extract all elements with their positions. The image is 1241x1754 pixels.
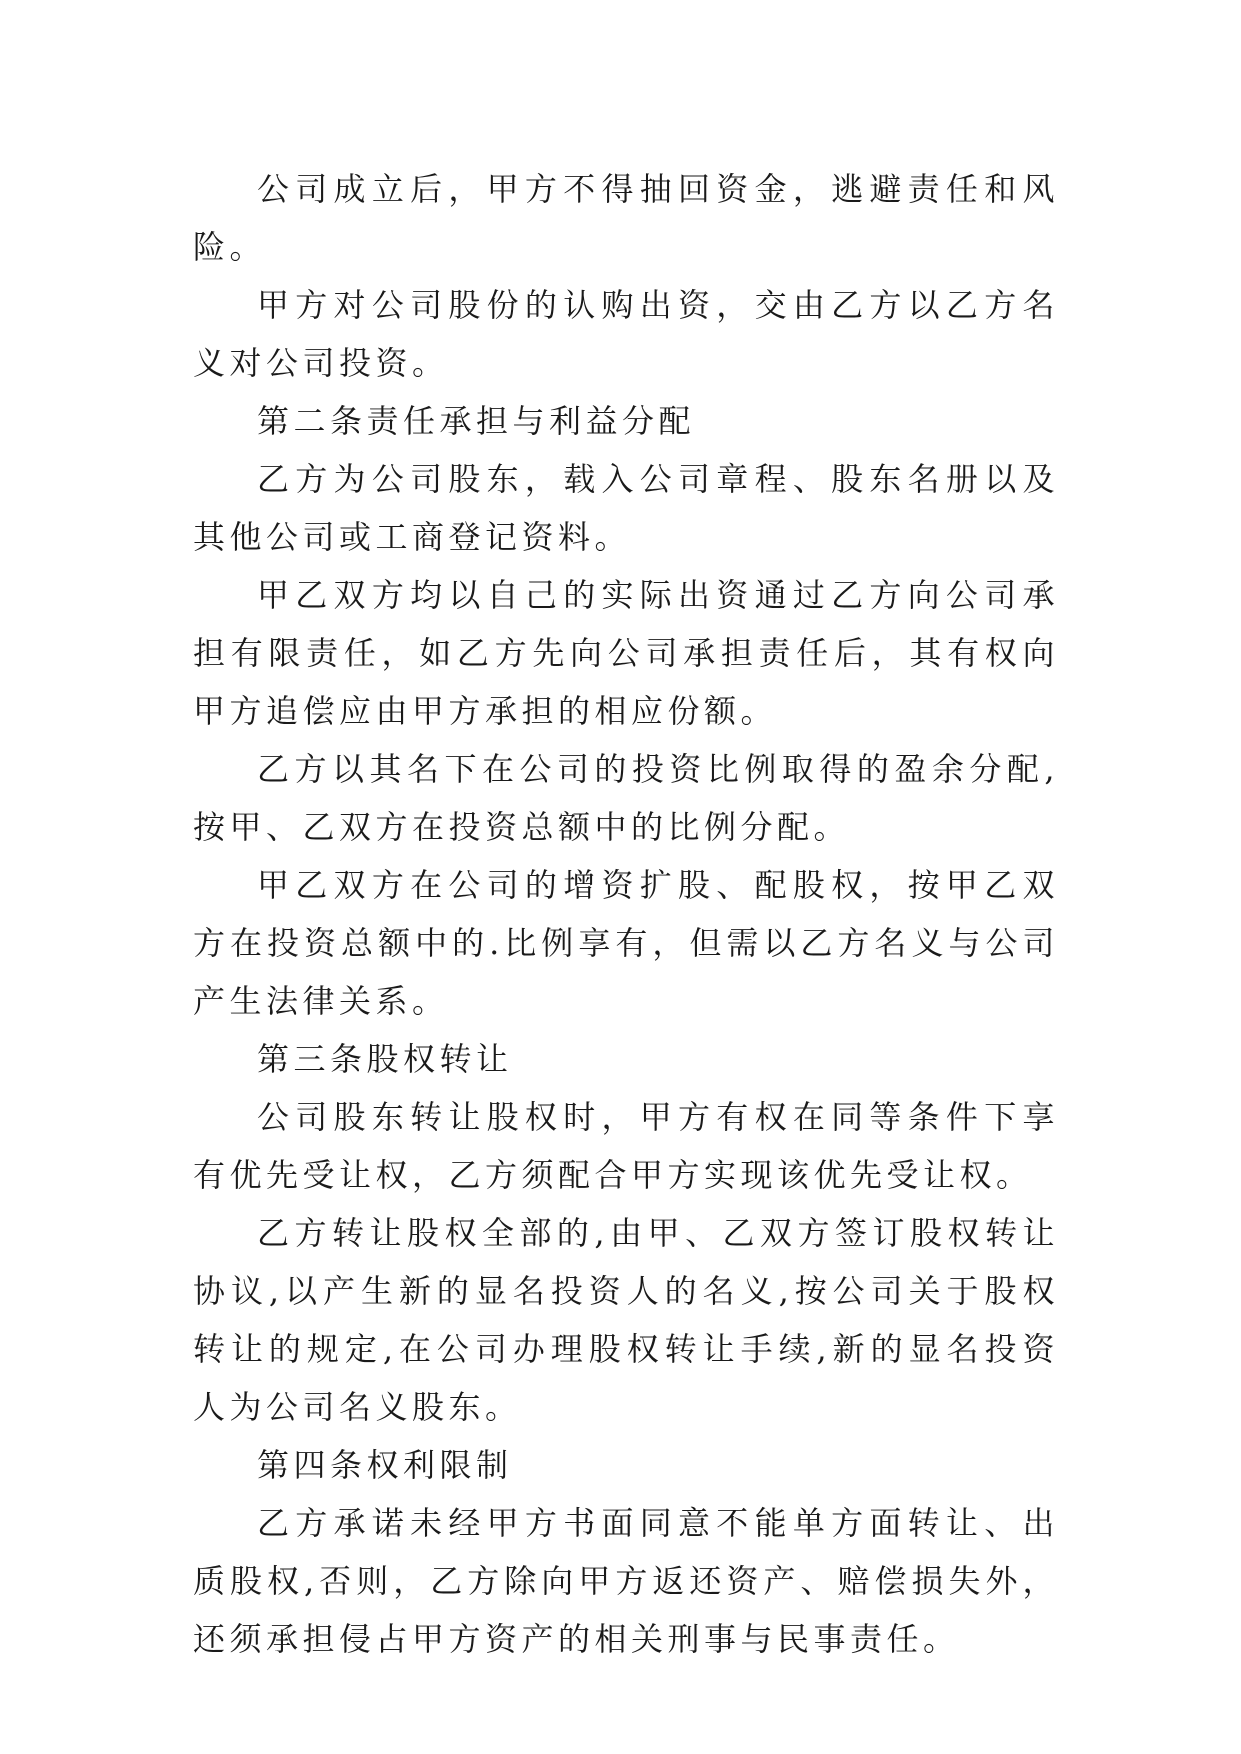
paragraph-preemptive-right: 公司股东转让股权时，甲方有权在同等条件下享有优先受让权，乙方须配合甲方实现该优先受让权。 [193, 1098, 1059, 1194]
paragraph-capital-withdrawal: 公司成立后，甲方不得抽回资金，逃避责任和风险。 [193, 170, 1059, 266]
paragraph-profit-distribution: 乙方以其名下在公司的投资比例取得的盈余分配,按甲、乙双方在投资总额中的比例分配。 [193, 750, 1059, 846]
paragraph-share-subscription: 甲方对公司股份的认购出资，交由乙方以乙方名义对公司投资。 [193, 286, 1059, 382]
paragraph-shareholder-registration: 乙方为公司股东，载入公司章程、股东名册以及其他公司或工商登记资料。 [193, 460, 1059, 556]
paragraph-equity-transfer: 乙方转让股权全部的,由甲、乙双方签订股权转让协议,以产生新的显名投资人的名义,按公司关于股权转让的规定,在公司办理股权转让手续,新的显名投资人为公司名义股东。 [193, 1214, 1059, 1426]
article-4-heading: 第四条权利限制 [257, 1446, 513, 1484]
paragraph-capital-increase: 甲乙双方在公司的增资扩股、配股权，按甲乙双方在投资总额中的.比例享有，但需以乙方名义与公司产生法律关系。 [193, 866, 1059, 1020]
paragraph-rights-restriction: 乙方承诺未经甲方书面同意不能单方面转让、出质股权,否则，乙方除向甲方返还资产、赔偿损失外，还须承担侵占甲方资产的相关刑事与民事责任。 [193, 1504, 1059, 1658]
document-body [193, 160, 1059, 1668]
paragraph-limited-liability: 甲乙双方均以自己的实际出资通过乙方向公司承担有限责任，如乙方先向公司承担责任后，其有权向甲方追偿应由甲方承担的相应份额。 [193, 576, 1059, 730]
article-3-heading: 第三条股权转让 [257, 1040, 513, 1078]
article-2-heading: 第二条责任承担与利益分配 [257, 402, 696, 440]
